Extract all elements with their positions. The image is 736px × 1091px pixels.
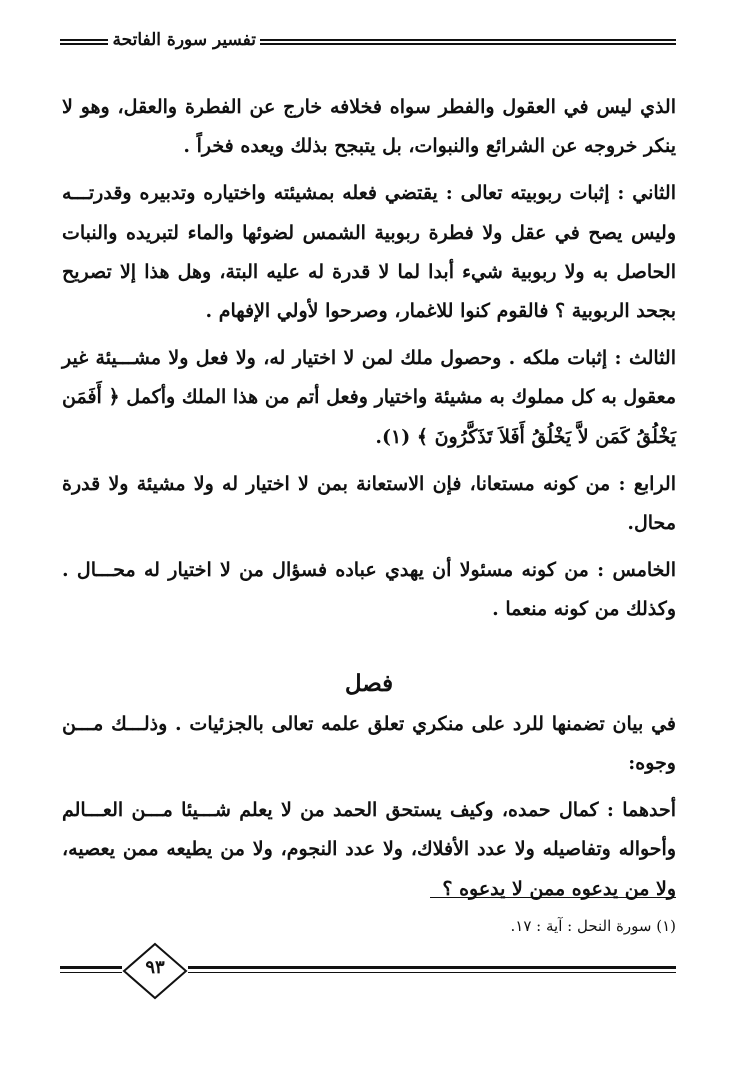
section-paragraph-2: أحدهما : كمال حمده، وكيف يستحق الحمد من لا يعلم شـــيئا مـــن العـــالم وأحواله وتفاصيله ولا عدد الأفلاك، ولا عدد النجوم، ولا من يطيعه ممن يعصيه، ولا من يدعوه ممن لا يدعوه ؟ [62,799,676,900]
paragraph-5: الخامس : من كونه مسئولا أن يهدي عباده فسؤال من لا اختيار له محـــال . وكذلك من كونه منعما . [62,559,676,621]
footnote-divider [430,897,676,898]
paragraph-2: الثاني : إثبات ربوبيته تعالى : يقتضي فعله بمشيئته واختياره وتدبيره وقدرتـــه وليس يصح في عقل ولا فطرة ربوبية الشمس لضوئها والماء لتبريده والنبات الحاصل به ولا ربوبية شيء أبدا لما لا قدرة له عليه البتة، وهل هذا إلا تصريح بجحد الربوبية ؟ فالقوم كنوا للاغمار، وصرحوا لأولي الإفهام . [62,182,677,323]
paragraph-4: الرابع : من كونه مستعانا، فإن الاستعانة بمن لا اختيار له ولا مشيئة ولا قدرة محال. [62,472,676,535]
page-footer [60,942,676,1002]
section-title: فصل [344,669,394,697]
page-body [62,88,676,917]
header-rule-right [260,39,676,45]
header-rule-left [60,39,108,45]
page-header [60,30,676,60]
page-number: ٩٣ [145,957,165,978]
footer-rule-right [188,966,676,973]
running-title: تفسير سورة الفاتحة [112,30,256,50]
footer-rule-left [60,966,122,973]
paragraph-1: الذي ليس في العقول والفطر سواه فخلافه خارج عن الفطرة والعقل، وهو لا ينكر خروجه عن الشرائع والنبوات، بل يتبجح بذلك ويعده فخراً . [62,96,676,158]
section-paragraph-1: في بيان تضمنها للرد على منكري تعلق علمه تعالى بالجزئيات . وذلـــك مـــن وجوه: [62,712,676,775]
paragraph-3: الثالث : إثبات ملكه . وحصول ملك لمن لا اختيار له، ولا فعل ولا مشـــيئة غير معقول به كل مملوك به مشيئة واختيار وفعل أتم من هذا الملك وأكمل ﴿ أَفَمَن يَخْلُقُ كَمَن لاَّ يَخْلُقُ أَفَلاَ تَذَكَّرُونَ ﴾ (١). [62,347,676,448]
footnote: (١) سورة النحل : آية : ١٧. [510,917,676,935]
